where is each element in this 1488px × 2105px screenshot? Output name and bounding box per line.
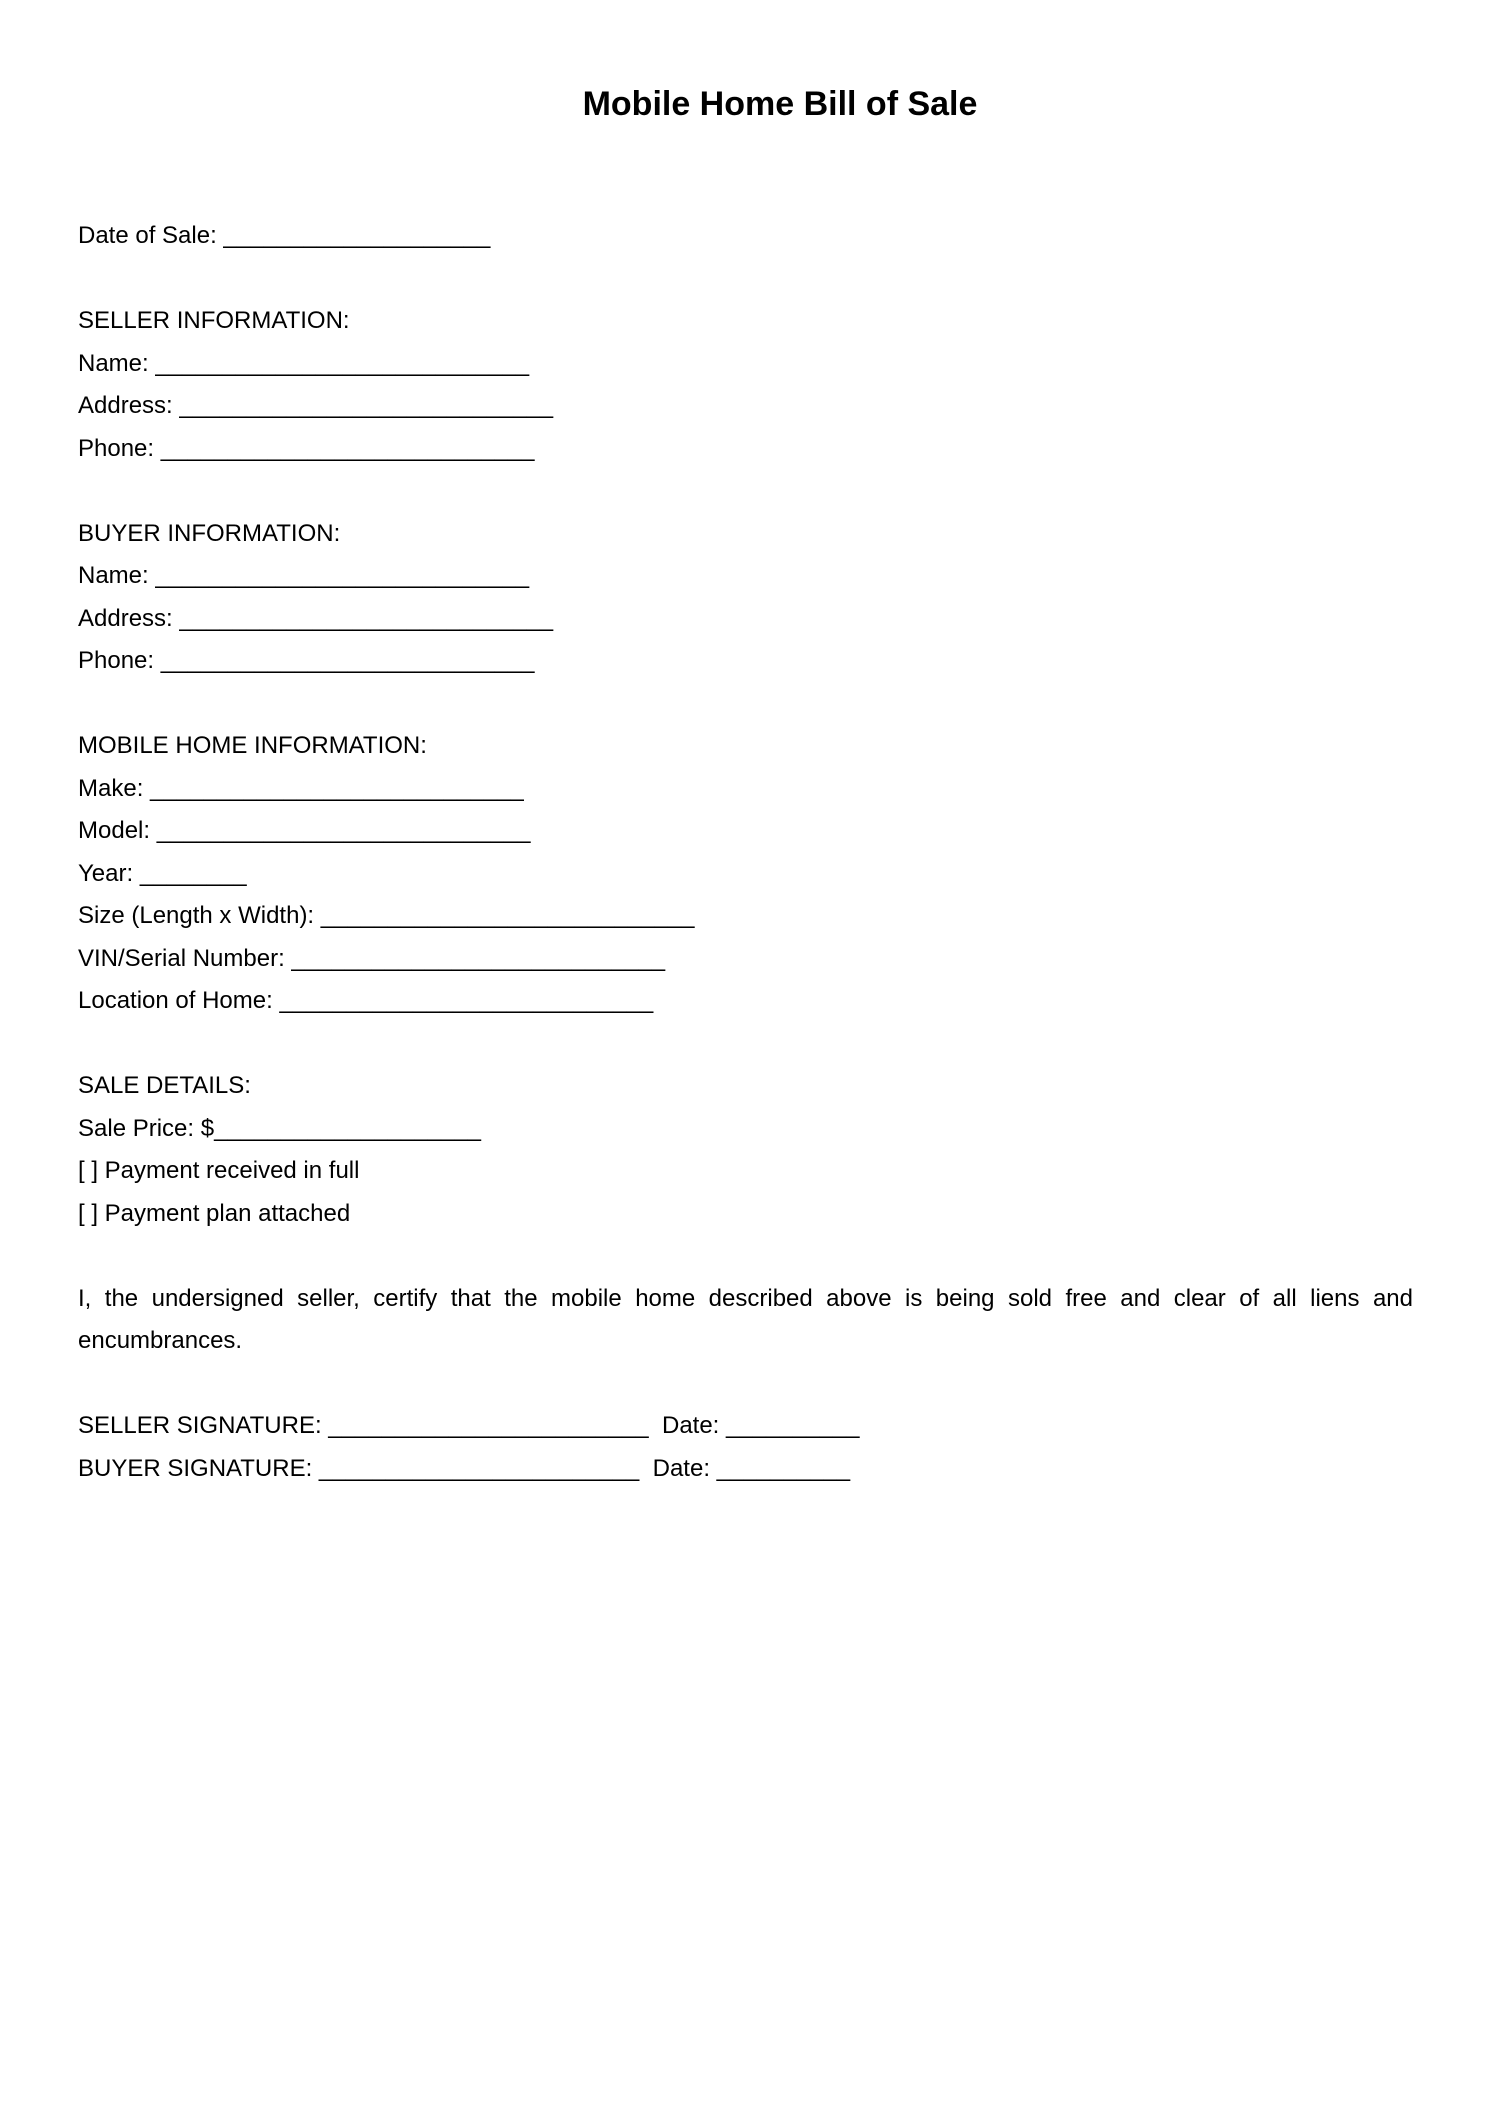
seller-signature-field[interactable]: SELLER SIGNATURE: ________________________	[78, 1412, 649, 1439]
document-body	[78, 215, 1413, 1490]
model-field[interactable]: Model: ____________________________	[78, 817, 531, 844]
certification-paragraph: I, the undersigned seller, certify that the mobile home described above is being sold free and clear of all liens and encumbrances.	[78, 1284, 1413, 1354]
spacer	[78, 1363, 1413, 1406]
document-title: Mobile Home Bill of Sale	[582, 85, 978, 123]
spacer	[78, 1023, 1413, 1066]
buyer-signature-date-field[interactable]: Date: __________	[652, 1454, 851, 1482]
seller-address-field[interactable]: Address: ____________________________	[78, 392, 554, 419]
seller-name-field[interactable]: Name: ____________________________	[78, 349, 530, 377]
sale-price-field[interactable]: Sale Price: $____________________	[78, 1114, 482, 1142]
buyer-name-field[interactable]: Name: ____________________________	[78, 562, 530, 589]
seller-section-heading: SELLER INFORMATION:	[78, 307, 350, 334]
payment-full-checkbox[interactable]: [ ] Payment received in full	[78, 1157, 360, 1184]
spacer	[78, 683, 1413, 726]
spacer	[78, 1235, 1413, 1278]
seller-signature-date-field[interactable]: Date: __________	[661, 1412, 860, 1439]
spacer	[78, 470, 1413, 513]
spacer	[78, 258, 1413, 301]
buyer-address-field[interactable]: Address: ____________________________	[78, 604, 554, 632]
mobile-home-section-heading: MOBILE HOME INFORMATION:	[78, 732, 427, 759]
vin-field[interactable]: VIN/Serial Number: ____________________________	[78, 944, 666, 972]
make-field[interactable]: Make: ____________________________	[78, 774, 524, 802]
date-of-sale-field[interactable]: Date of Sale: ____________________	[78, 222, 491, 249]
buyer-section-heading: BUYER INFORMATION:	[78, 519, 341, 547]
payment-plan-checkbox[interactable]: [ ] Payment plan attached	[78, 1199, 351, 1227]
seller-phone-field[interactable]: Phone: ____________________________	[78, 434, 535, 462]
buyer-phone-field[interactable]: Phone: ____________________________	[78, 647, 535, 674]
buyer-signature-row	[78, 1448, 1413, 1491]
buyer-signature-field[interactable]: BUYER SIGNATURE: ________________________	[78, 1454, 640, 1482]
size-field[interactable]: Size (Length x Width): ____________________________	[78, 902, 695, 929]
year-field[interactable]: Year: ________	[78, 859, 247, 887]
seller-signature-row	[78, 1405, 1413, 1448]
location-field[interactable]: Location of Home: ____________________________	[78, 987, 654, 1014]
sale-details-section-heading: SALE DETAILS:	[78, 1072, 251, 1099]
